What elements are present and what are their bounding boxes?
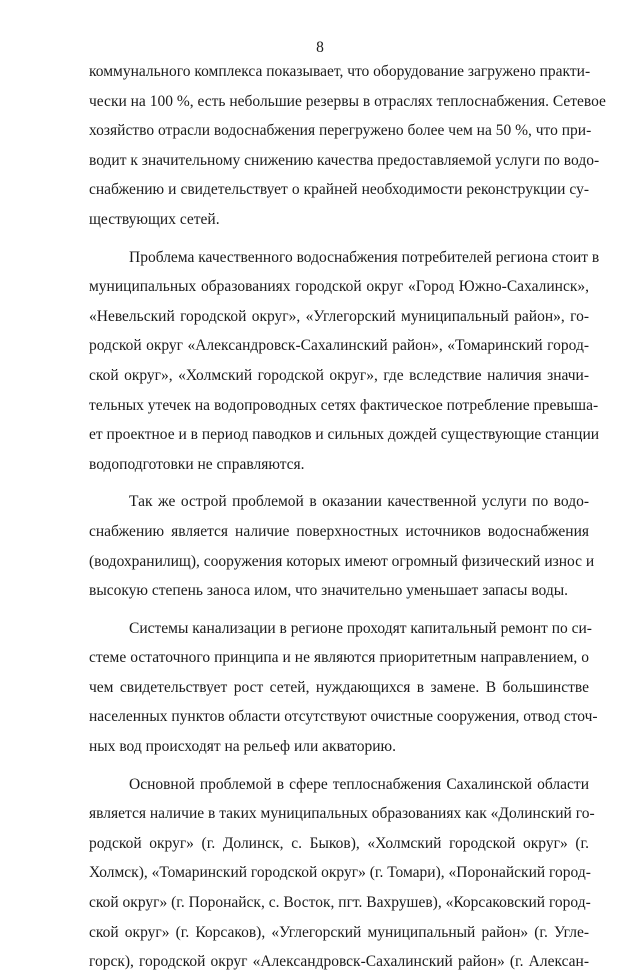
text-line: Так же острой проблемой в оказании качественной услуги по водо- [129, 493, 589, 511]
text-line: родской округ» (г. Долинск, с. Быков), «Холмский городской округ» (г. [89, 834, 589, 852]
text-line: (водохранилищ), сооружения которых имеют огромный физический износ и [89, 552, 595, 570]
text-line: стеме остаточного принципа и не являются приоритетным направлением, о [89, 649, 589, 667]
text-line: Системы канализации в регионе проходят капитальный ремонт по си- [129, 619, 592, 637]
text-line: коммунального комплекса показывает, что оборудование загружено практи- [89, 63, 591, 80]
text-line: населенных пунктов области отсутствуют очистные сооружения, отвод сточ- [89, 708, 598, 726]
text-line: родской округ «Александровск-Сахалинский район», «Томаринский город- [89, 337, 589, 355]
paragraph-gap [89, 762, 589, 770]
text-line: снабжению и свидетельствует о крайней необходимости реконструкции су- [89, 181, 589, 199]
page-number: 8 [316, 39, 324, 56]
text-line: горск), городской округ «Александровск-Сахалинский район» (г. Алексан- [89, 953, 589, 971]
paragraph-gap [89, 606, 589, 614]
text-line: хозяйство отрасли водоснабжения перегружено более чем на 50 %, что при- [89, 122, 592, 140]
text-line: ных вод происходят на рельеф или акваторию. [89, 738, 396, 756]
text-line: ской округ», «Холмский городской округ», где вследствие наличия значи- [89, 366, 589, 384]
paragraph [89, 57, 606, 235]
paragraph-gap [89, 235, 589, 243]
text-line: чем свидетельствует рост сетей, нуждающихся в замене. В большинстве [89, 678, 589, 696]
text-line: «Невельский городской округ», «Углегорский муниципальный район», го- [89, 307, 589, 325]
text-line: водоподготовки не справляются. [89, 455, 305, 473]
text-line: водит к значительному снижению качества предоставляемой услуги по водо- [89, 151, 600, 169]
paragraph [89, 770, 595, 977]
paragraph-gap [89, 479, 589, 487]
text-line: Холмск), «Томаринский городской округ» (г. Томари), «Поронайский город- [89, 864, 591, 882]
text-line: высокую степень заноса илом, что значительно уменьшает запасы воды. [89, 582, 569, 600]
text-line: ет проектное и в период паводков и сильных дождей существующие станции [89, 426, 600, 444]
paragraph [89, 243, 600, 480]
text-line: тельных утечек на водопроводных сетях фактическое потребление превыша- [89, 396, 599, 414]
text-line: снабжению является наличие поверхностных источников водоснабжения [89, 522, 589, 540]
text-line: Проблема качественного водоснабжения потребителей региона стоит в [129, 248, 600, 266]
text-line: ской округ» (г. Корсаков), «Углегорский муниципальный район» (г. Угле- [89, 923, 589, 941]
text-line: муниципальных образованиях городской округ «Город Южно-Сахалинск», [89, 278, 589, 296]
paragraph [89, 487, 595, 605]
text-line: является наличие в таких муниципальных образованиях как «Долинский го- [89, 805, 595, 823]
text-line: ществующих сетей. [89, 210, 220, 228]
body-text [89, 57, 606, 977]
paragraph [89, 614, 598, 762]
text-line: ской округ» (г. Поронайск, с. Восток, пгт. Вахрушев), «Корсаковский город- [89, 894, 591, 912]
text-line: Основной проблемой в сфере теплоснабжения Сахалинской области [129, 775, 589, 793]
text-line: чески на 100 %, есть небольшие резервы в отраслях теплоснабжения. Сетевое [89, 92, 606, 110]
